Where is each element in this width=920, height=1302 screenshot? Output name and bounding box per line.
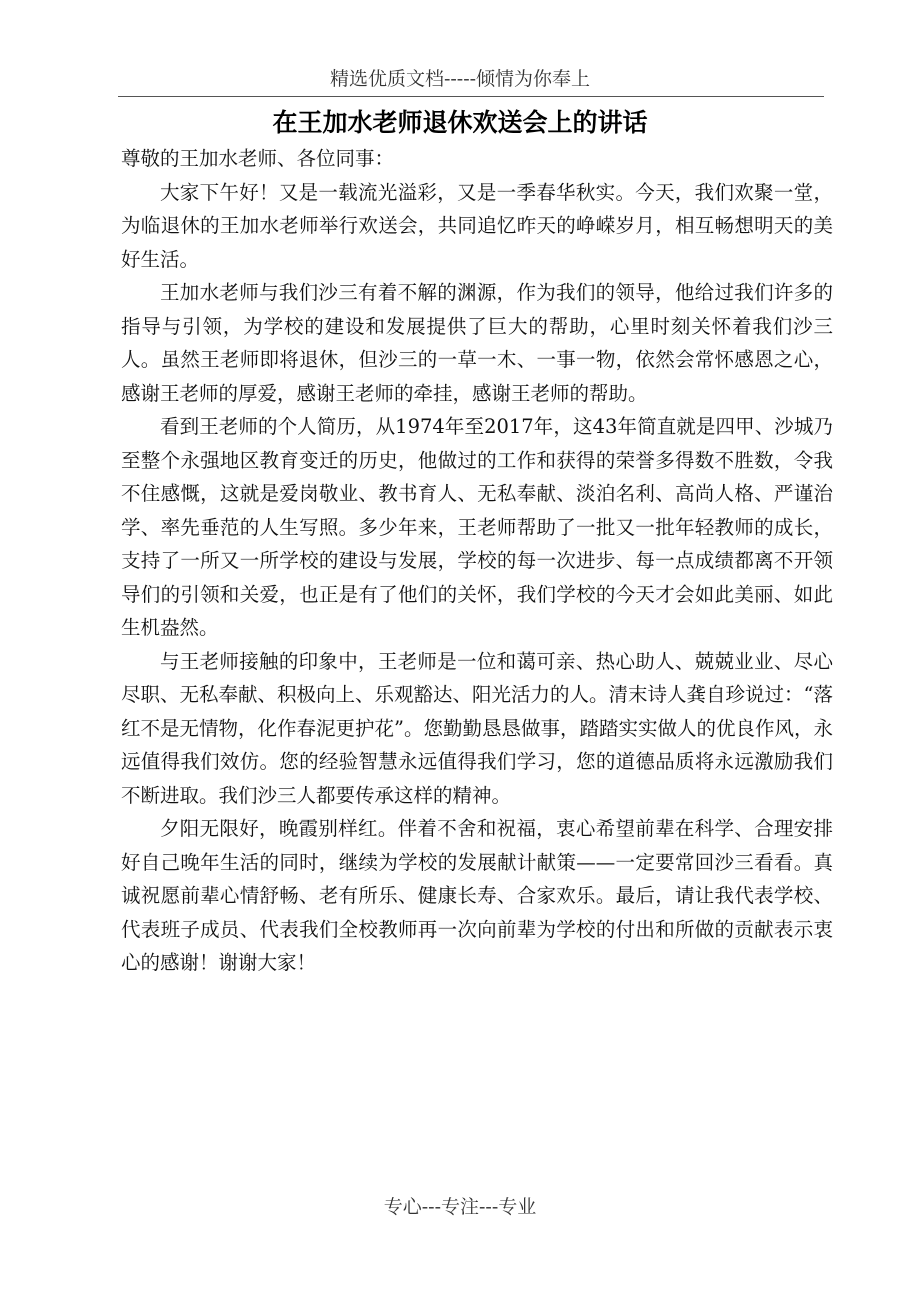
paragraph-closing: 夕阳无限好，晚霞别样红。伴着不舍和祝福，衷心希望前辈在科学、合理安排好自己晚年生活的同时，继续为学校的发展献计献策——一定要常回沙三看看。真诚祝愿前辈心情舒畅、老有所乐、健康长寿、合家欢乐。最后，请让我代表学校、代表班子成员、代表我们全校教师再一次向前辈为学校的付出和所做的贡献表示衷心的感谢！谢谢大家！ <box>121 817 833 974</box>
paragraph-career: 看到王老师的个人简历，从1974年至2017年，这43年简直就是四甲、沙城乃至整个永强地区教育变迁的历史，他做过的工作和获得的荣誉多得数不胜数，令我不住感慨，这就是爱岗敬业、教书育人、无私奉献、淡泊名利、高尚人格、严谨治学、率先垂范的人生写照。多少年来，王老师帮助了一批又一批年轻教师的成长，支持了一所又一所学校的建设与发展，学校的每一次进步、每一点成绩都离不开领导们的引领和关爱，也正是有了他们的关怀，我们学校的今天才会如此美丽、如此生机盎然。 <box>121 415 833 639</box>
paragraph-impression: 与王老师接触的印象中，王老师是一位和蔼可亲、热心助人、兢兢业业、尽心尽职、无私奉献、积极向上、乐观豁达、阳光活力的人。清末诗人龚自珍说过：“落红不是无情物，化作春泥更护花”。您勤勤恳恳做事，踏踏实实做人的优良作风，永远值得我们效仿。您的经验智慧永远值得我们学习，您的道德品质将永远激励我们不断进取。我们沙三人都要传承这样的精神。 <box>121 649 833 807</box>
header-divider <box>118 96 824 97</box>
paragraph-greeting: 大家下午好！又是一载流光溢彩，又是一季春华秋实。今天，我们欢聚一堂，为临退休的王加水老师举行欢送会，共同追忆昨天的峥嵘岁月，相互畅想明天的美好生活。 <box>121 180 833 271</box>
page-header: 精选优质文档-----倾情为你奉上 <box>329 68 591 90</box>
document-title: 在王加水老师退休欢送会上的讲话 <box>272 108 648 137</box>
page-footer: 专心---专注---专业 <box>383 1196 537 1218</box>
salutation: 尊敬的王加水老师、各位同事： <box>121 147 395 170</box>
document-body <box>121 142 833 980</box>
paragraph-relationship: 王加水老师与我们沙三有着不解的渊源，作为我们的领导，他给过我们许多的指导与引领，为学校的建设和发展提供了巨大的帮助，心里时刻关怀着我们沙三人。虽然王老师即将退休，但沙三的一草一木、一事一物，依然会常怀感恩之心，感谢王老师的厚爱，感谢王老师的牵挂，感谢王老师的帮助。 <box>121 281 833 405</box>
